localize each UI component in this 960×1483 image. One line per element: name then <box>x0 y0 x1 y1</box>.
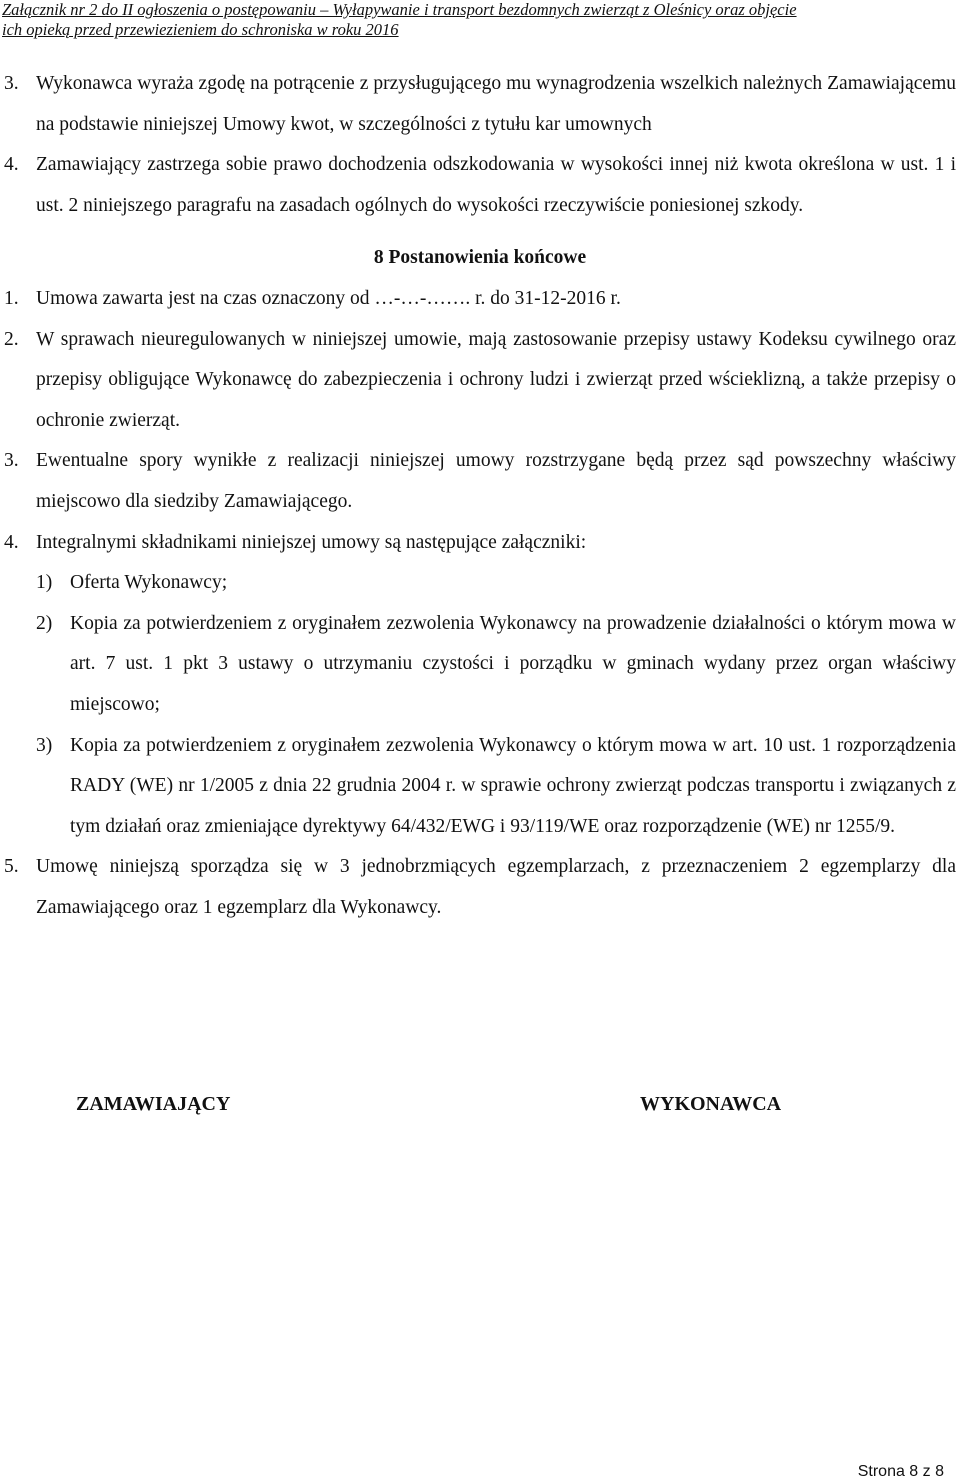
item-text: Umowę niniejszą sporządza się w 3 jednobrzmiących egzemplarzach, z przeznaczeniem 2 egzemplarzy dla Zamawiającego oraz 1 egzemplarz dla Wykonawcy. <box>36 856 956 918</box>
item-text: Integralnymi składnikami niniejszej umowy są następujące załączniki: <box>36 531 587 553</box>
paragraph-item <box>4 320 956 442</box>
signature-employer: ZAMAWIAJĄCY <box>76 1093 231 1115</box>
paragraph-item <box>4 523 956 564</box>
paragraph-item <box>4 64 956 145</box>
header-line-2: ich opieką przed przewiezieniem do schroniska w roku 2016 <box>2 20 399 39</box>
item-number: 2. <box>4 328 19 350</box>
item-number: 1. <box>4 287 19 309</box>
paragraph-item <box>4 145 956 226</box>
attachment-item <box>4 604 956 726</box>
signature-contractor: WYKONAWCA <box>640 1093 782 1115</box>
item-number: 4. <box>4 154 19 176</box>
section-title-text: 8 Postanowienia końcowe <box>373 247 587 269</box>
item-text: Zamawiający zastrzega sobie prawo dochodzenia odszkodowania w wysokości innej niż kwota określona w ust. 1 i ust. 2 niniejszego paragrafu na zasadach ogólnych do wysokości rzeczywiście poniesionej szkody. <box>36 154 956 216</box>
item-number: 4. <box>4 531 19 553</box>
item-number: 3. <box>4 450 19 472</box>
attachment-number: 2) <box>36 612 53 634</box>
section-title <box>4 238 956 279</box>
attachment-number: 1) <box>36 572 53 594</box>
item-text: Wykonawca wyraża zgodę na potrącenie z przysługującego mu wynagrodzenia wszelkich należnych Zamawiającemu na podstawie niniejszej Umowy kwot, w szczególności z tytułu kar umownych <box>36 73 956 135</box>
paragraph-item <box>4 279 956 320</box>
item-text: W sprawach nieuregulowanych w niniejszej umowie, mają zastosowanie przepisy ustawy Kodeksu cywilnego oraz przepisy obligujące Wykonawcę do zabezpieczenia i ochrony ludzi i zwierząt przed wścieklizną, a także przepisy o ochronie zwierząt. <box>36 328 956 431</box>
item-number: 3. <box>4 73 19 94</box>
page-number: Strona 8 z 8 <box>857 1463 944 1480</box>
attachment-text: Kopia za potwierdzeniem z oryginałem zezwolenia Wykonawcy na prowadzenie działalności o którym mowa w art. 7 ust. 1 pkt 3 ustawy o utrzymaniu czystości i porządku w gminach wydany przez organ właściwy miejscowo; <box>70 612 956 715</box>
item-number: 5. <box>4 856 19 878</box>
paragraph-item <box>4 441 956 522</box>
attachment-number: 3) <box>36 734 53 756</box>
paragraph-item <box>4 847 956 928</box>
attachment-text: Oferta Wykonawcy; <box>70 572 228 594</box>
attachment-text: Kopia za potwierdzeniem z oryginałem zezwolenia Wykonawcy o którym mowa w art. 10 ust. 1 rozporządzenia RADY (WE) nr 1/2005 z dnia 22 grudnia 2004 r. w sprawie ochrony zwierząt podczas transportu i związanych z tym działań oraz zmieniające dyrektywy 64/432/EWG i 93/119/WE oraz rozporządzenie (WE) nr 1255/9. <box>70 734 956 837</box>
attachment-item <box>4 563 956 604</box>
item-text: Umowa zawarta jest na czas oznaczony od …-…-……. r. do 31-12-2016 r. <box>36 287 621 309</box>
page-header <box>0 0 960 40</box>
item-text: Ewentualne spory wynikłe z realizacji niniejszej umowy rozstrzygane będą przez sąd powszechny właściwy miejscowo dla siedziby Zamawiającego. <box>36 450 956 512</box>
header-line-1: Załącznik nr 2 do II ogłoszenia o postępowaniu – Wyłapywanie i transport bezdomnych zwierząt z Oleśnicy oraz objęcie <box>2 0 797 19</box>
attachment-item <box>4 726 956 848</box>
document-body <box>4 64 956 928</box>
attachments-list <box>4 563 956 847</box>
